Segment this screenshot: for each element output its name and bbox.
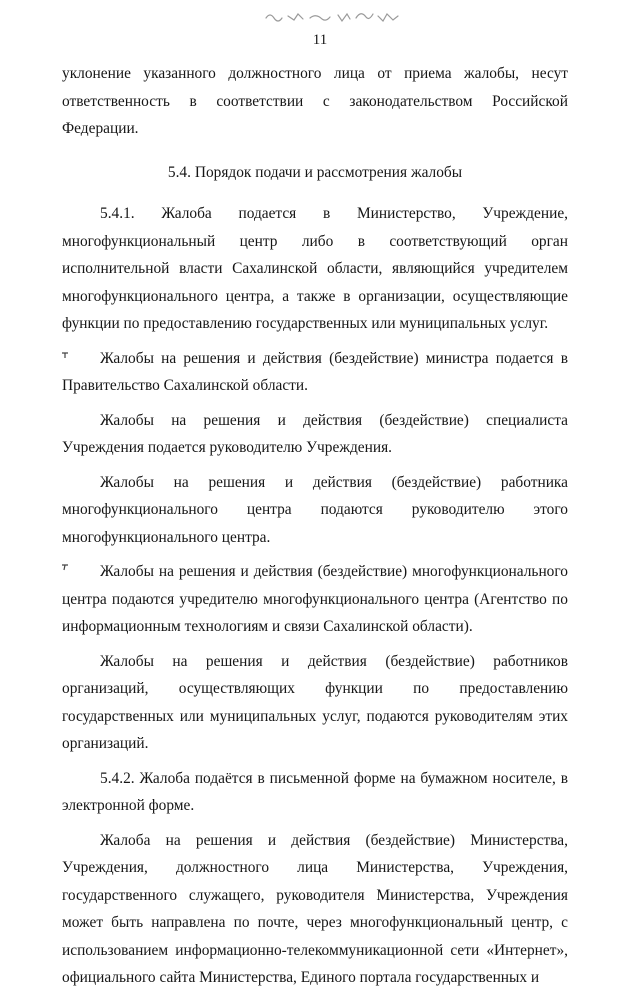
paragraph-submission-methods: Жалоба на решения и действия (бездействие) Министерства, Учреждения, должностного лица Министерства, Учреждения, государственного служащего, руководителя Министерства, Учреждения может быть направлена по почте, через многофункциональный центр, с использованием информационно-телекоммуникационной сети «Интернет», официального сайта Министерства, Единого портала государственных и [62, 831, 568, 986]
paragraph-5-4-2: 5.4.2. Жалоба подаётся в письменной форме на бумажном носителе, в электронной форме. [62, 769, 568, 814]
scan-speck-mark [60, 562, 70, 572]
paragraph-mfc-worker-complaints: Жалобы на решения и действия (бездействие) работника многофункционального центра подаются руководителю этого многофункционального центра. [62, 473, 568, 546]
paragraph-continuation: уклонение указанного должностного лица от приема жалобы, несут ответственность в соответствии с законодательством Российской Федерации. [62, 65, 568, 137]
paragraph-minister-complaints: Жалобы на решения и действия (бездействие) министра подается в Правительство Сахалинской области. [62, 349, 568, 394]
paragraph-organization-complaints: Жалобы на решения и действия (бездействие) работников организаций, осуществляющих функции по предоставлению государственных или муниципальных услуг, подаются руководителям этих организаций. [62, 652, 568, 752]
document-body [62, 60, 568, 992]
section-heading: 5.4. Порядок подачи и рассмотрения жалобы [167, 163, 463, 181]
paragraph-mfc-complaints: Жалобы на решения и действия (бездействие) многофункционального центра подаются учредителю многофункционального центра (Агентство по информационным технологиям и связи Сахалинской области). [62, 563, 568, 635]
scan-speck-mark [60, 350, 70, 360]
paragraph-specialist-complaints: Жалобы на решения и действия (бездействие) специалиста Учреждения подается руководителю Учреждения. [62, 411, 568, 456]
paragraph-5-4-1: 5.4.1. Жалоба подается в Министерство, Учреждение, многофункциональный центр либо в соответствующий орган исполнительной власти Сахалинской области, являющийся учредителем многофункционального центра, а также в организации, осуществляющие функции по предоставлению государственных или муниципальных услуг. [62, 205, 568, 332]
page-number: 11 [312, 32, 328, 48]
faded-stamp-mark [258, 6, 408, 26]
